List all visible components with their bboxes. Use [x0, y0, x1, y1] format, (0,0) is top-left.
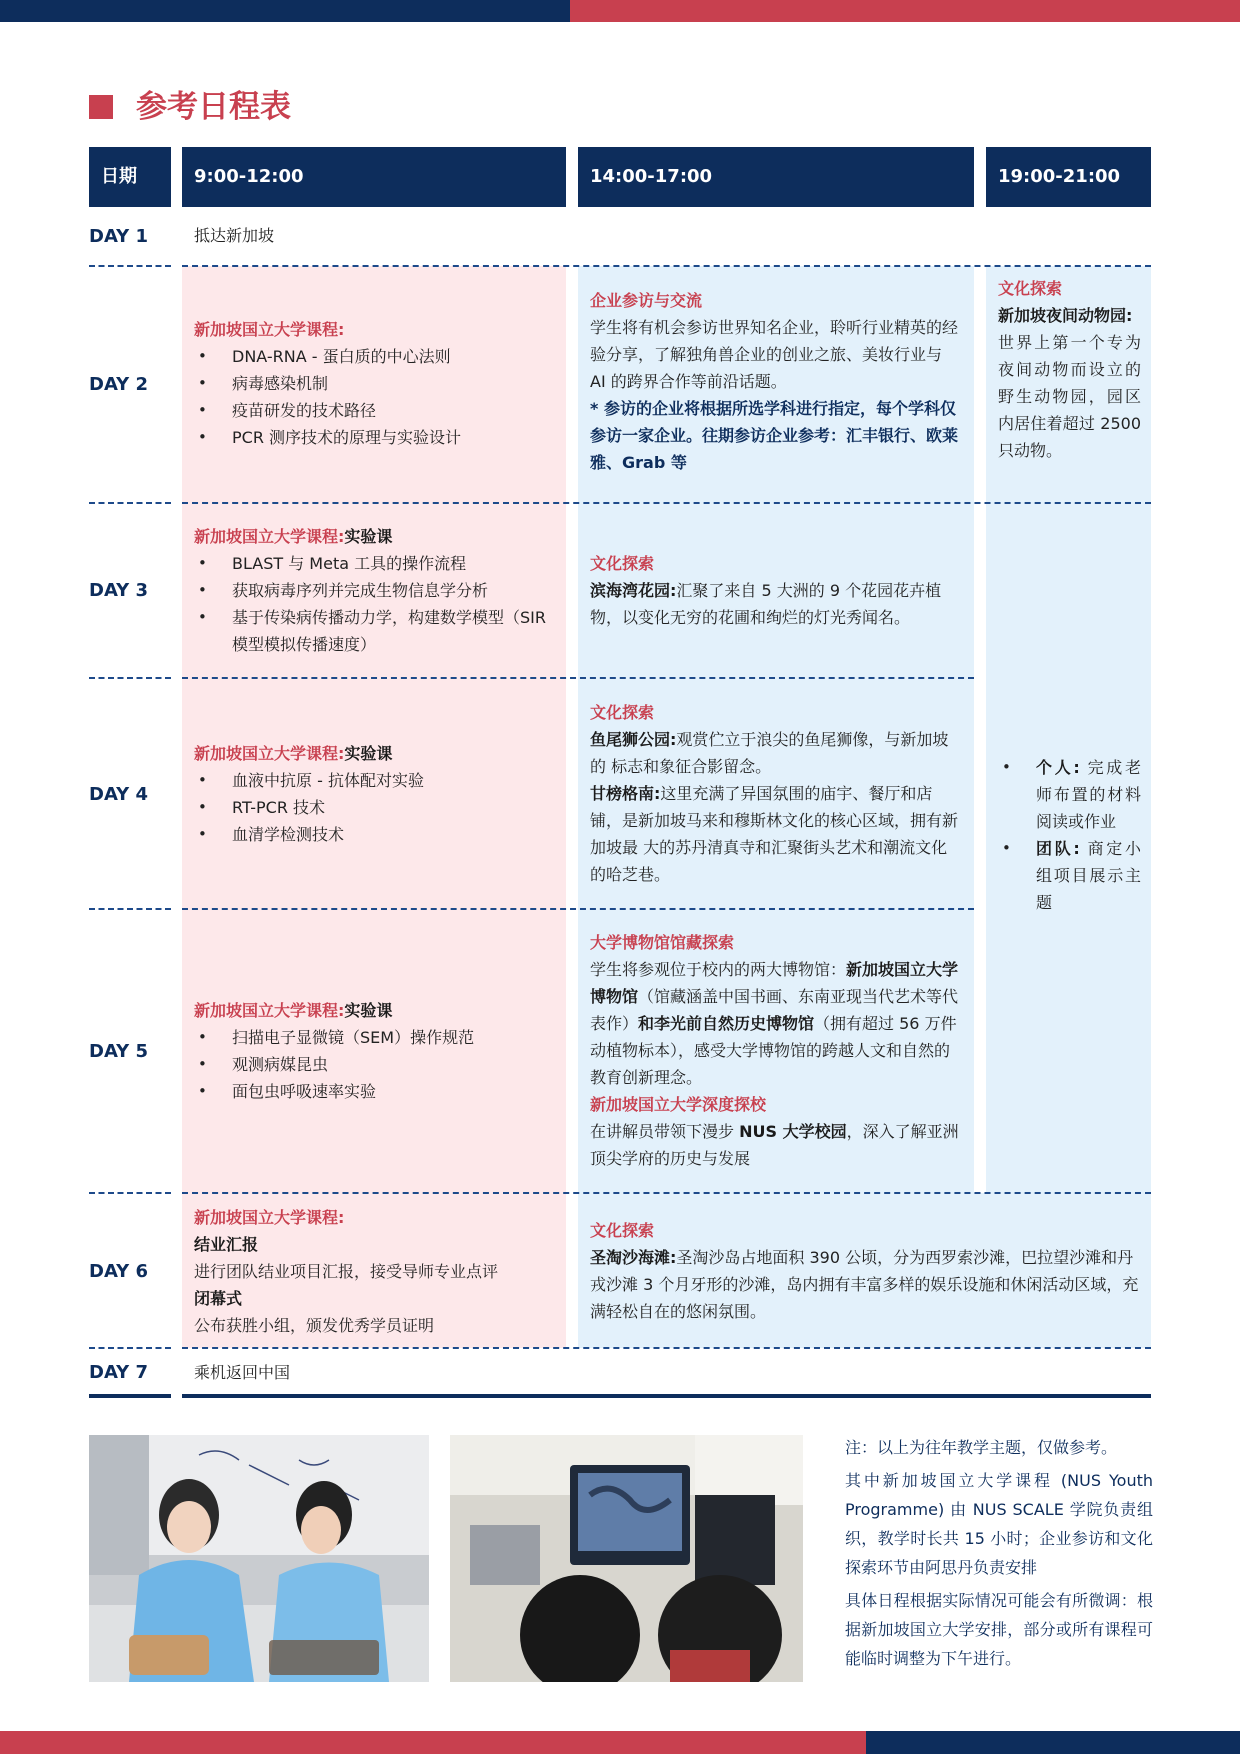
campus-name: NUS 大学校园: [739, 1122, 847, 1141]
list-item: • 病毒感染机制: [194, 370, 554, 397]
place-name: 滨海湾花园:: [590, 581, 677, 600]
list-item: • RT-PCR 技术: [194, 794, 554, 821]
place-name: 甘榜格南:: [590, 784, 661, 803]
event-title: 结业汇报: [194, 1235, 259, 1254]
section-text: 圣淘沙岛占地面积 390 公顷，分为西罗索沙滩，巴拉望沙滩和丹戎沙滩 3 个月牙形的沙滩，岛内拥有丰富多样的娱乐设施和休闲活动区域，充 满轻松自在的悠闲氛围。: [590, 1248, 1139, 1321]
museum-name: 和李光前自然历史博物馆: [638, 1014, 815, 1033]
task-label: 个人:: [1036, 758, 1080, 777]
event-title: 闭幕式: [194, 1289, 243, 1308]
day2-afternoon: [590, 287, 962, 476]
day5-label: DAY 5: [89, 1041, 148, 1062]
day4-afternoon: [590, 699, 962, 888]
note-1: 注：以上为往年教学主题，仅做参考。: [845, 1438, 1118, 1457]
place-name: 圣淘沙海滩:: [590, 1248, 677, 1267]
notes: [845, 1433, 1153, 1677]
day2-evening: [998, 275, 1141, 464]
day4-label: DAY 4: [89, 784, 148, 805]
section-text: 学生将参观位于校内的两大博物馆：: [590, 960, 847, 979]
table-bottom-rule: [182, 1394, 1151, 1398]
day4-morning: [194, 740, 554, 848]
day5-afternoon: [590, 929, 962, 1172]
list-item: • 扫描电子显微镜（SEM）操作规范: [194, 1024, 554, 1051]
lab-photo-1-image: [89, 1435, 429, 1682]
day6-afternoon: [590, 1217, 1141, 1325]
header-date: 日期: [89, 147, 171, 207]
section-text: 在讲解员带领下漫步: [590, 1122, 740, 1141]
list-item: • DNA-RNA - 蛋白质的中心法则: [194, 343, 554, 370]
evening-tasks: [998, 754, 1141, 916]
row-divider: [89, 908, 171, 910]
row-divider: [89, 265, 171, 267]
list-item: • 基于传染病传播动力学，构建数学模型（SIR 模型模拟传播速度）: [194, 604, 564, 658]
row-divider: [182, 1347, 1151, 1349]
task-text: 商定小组项目展示主题: [1036, 839, 1141, 912]
lab-photo-2-image: [450, 1435, 803, 1682]
lab-photo-2: [450, 1435, 803, 1682]
task-text: 完成老师布置的材料阅读或作业: [1036, 758, 1141, 831]
top-bar-navy: [0, 0, 570, 22]
note-2: 其中新加坡国立大学课程 (NUS Youth Programme) 由 NUS SCALE 学院负责组织，教学时长共 15 小时；企业参访和文化探索环节由阿思丹负责安排: [845, 1471, 1153, 1577]
section-note: * 参访的企业将根据所选学科进行指定，每个学科仅参访一家企业。往期参访企业参考：汇丰银行、欧莱雅、Grab 等: [590, 399, 959, 472]
list-item: • BLAST 与 Meta 工具的操作流程: [194, 550, 564, 577]
section-text: 这里充满了异国氛围的庙宇、餐厅和店铺，是新加坡马来和穆斯林文化的核心区域，拥有新加坡最 大的苏丹清真寺和汇聚街头艺术和潮流文化的哈芝巷。: [590, 784, 959, 884]
top-bar-red: [570, 0, 1240, 22]
course-title: 新加坡国立大学课程:: [194, 744, 345, 763]
header-morning: 9:00-12:00: [182, 147, 566, 207]
course-title: 新加坡国立大学课程:: [194, 1001, 345, 1020]
course-tag: 实验课: [344, 527, 393, 546]
day6-morning: [194, 1204, 554, 1339]
row-divider: [89, 677, 171, 679]
list-item: • 观测病媒昆虫: [194, 1051, 554, 1078]
course-title: 新加坡国立大学课程:: [194, 527, 345, 546]
day6-label: DAY 6: [89, 1261, 148, 1282]
course-tag: 实验课: [344, 1001, 393, 1020]
section-text: ，深入了解亚洲顶尖学府的历史与发展: [590, 1122, 959, 1168]
row-divider: [182, 265, 1151, 267]
section-title: 新加坡国立大学深度探校: [590, 1095, 767, 1114]
event-text: 公布获胜小组，颁发优秀学员证明: [194, 1316, 435, 1335]
row-divider: [182, 502, 1151, 504]
section-text: 观赏伫立于浪尖的鱼尾狮像，与新加坡的 标志和象征合影留念。: [590, 730, 949, 776]
course-tag: 实验课: [344, 744, 393, 763]
section-title: 文化探索: [590, 1221, 655, 1240]
list-item: • 疫苗研发的技术路径: [194, 397, 554, 424]
section-title: 文化探索: [998, 279, 1063, 298]
row-divider: [89, 502, 171, 504]
day2-label: DAY 2: [89, 374, 148, 395]
day3-afternoon: [590, 550, 962, 631]
bottom-bar-red: [0, 1731, 866, 1754]
lab-photo-1: [89, 1435, 429, 1682]
day5-morning: [194, 997, 554, 1105]
note-3: 具体日程根据实际情况可能会有所微调：根据新加坡国立大学安排，部分或所有课程可能临时调整为下午进行。: [845, 1591, 1153, 1668]
row-divider: [182, 1192, 1151, 1194]
header-afternoon: 14:00-17:00: [578, 147, 974, 207]
row-divider: [182, 677, 974, 679]
task-personal: [998, 754, 1141, 835]
day7-text: 乘机返回中国: [194, 1363, 291, 1382]
course-title: 新加坡国立大学课程:: [194, 320, 345, 339]
section-title: 文化探索: [590, 554, 655, 573]
section-title: 文化探索: [590, 703, 655, 722]
section-text: （拥有超过 56 万件动植物标本），感受大学博物馆的跨越人文和自然的教育创新理念。: [590, 1014, 957, 1087]
task-team: [998, 835, 1141, 916]
task-label: 团队:: [1036, 839, 1080, 858]
course-title: 新加坡国立大学课程:: [194, 1208, 345, 1227]
list-item: • 血清学检测技术: [194, 821, 554, 848]
page-title: 参考日程表: [136, 89, 291, 125]
list-item: • PCR 测序技术的原理与实验设计: [194, 424, 554, 451]
day3-morning: [194, 523, 564, 658]
event-text: 进行团队结业项目汇报，接受导师专业点评: [194, 1262, 499, 1281]
list-item: • 血液中抗原 - 抗体配对实验: [194, 767, 554, 794]
place-name: 鱼尾狮公园:: [590, 730, 677, 749]
day1-text: 抵达新加坡: [194, 226, 275, 245]
section-text: （馆藏涵盖中国书画、东南亚现当代艺术等代表作）: [590, 987, 959, 1033]
place-name: 新加坡夜间动物园:: [998, 306, 1133, 325]
section-title: 企业参访与交流: [590, 291, 703, 310]
header-evening: 19:00-21:00: [986, 147, 1151, 207]
row-divider: [89, 1347, 171, 1349]
title-square-icon: [89, 95, 113, 119]
day3-label: DAY 3: [89, 580, 148, 601]
section-text: 汇聚了来自 5 大洲的 9 个花园花卉植物，以变化无穷的花圃和绚烂的灯光秀闻名。: [590, 581, 942, 627]
museum-name: 新加坡国立大学博物馆: [590, 960, 959, 1006]
row-divider: [89, 1192, 171, 1194]
bottom-bar-navy: [866, 1731, 1240, 1754]
section-text: 学生将有机会参访世界知名企业，聆听行业精英的经验分享，了解独角兽企业的创业之旅、美妆行业与 AI 的跨界合作等前沿话题。: [590, 318, 959, 391]
list-item: • 获取病毒序列并完成生物信息学分析: [194, 577, 564, 604]
section-text: 世界上第一个专为夜间动物而设立的野生动物园，园区内居住着超过 2500 只动物。: [998, 333, 1141, 460]
day2-morning: [194, 316, 554, 451]
list-item: • 面包虫呼吸速率实验: [194, 1078, 554, 1105]
day7-label: DAY 7: [89, 1362, 148, 1383]
row-divider: [182, 908, 974, 910]
table-bottom-rule: [89, 1394, 171, 1398]
day1-label: DAY 1: [89, 226, 148, 247]
section-title: 大学博物馆馆藏探索: [590, 933, 735, 952]
